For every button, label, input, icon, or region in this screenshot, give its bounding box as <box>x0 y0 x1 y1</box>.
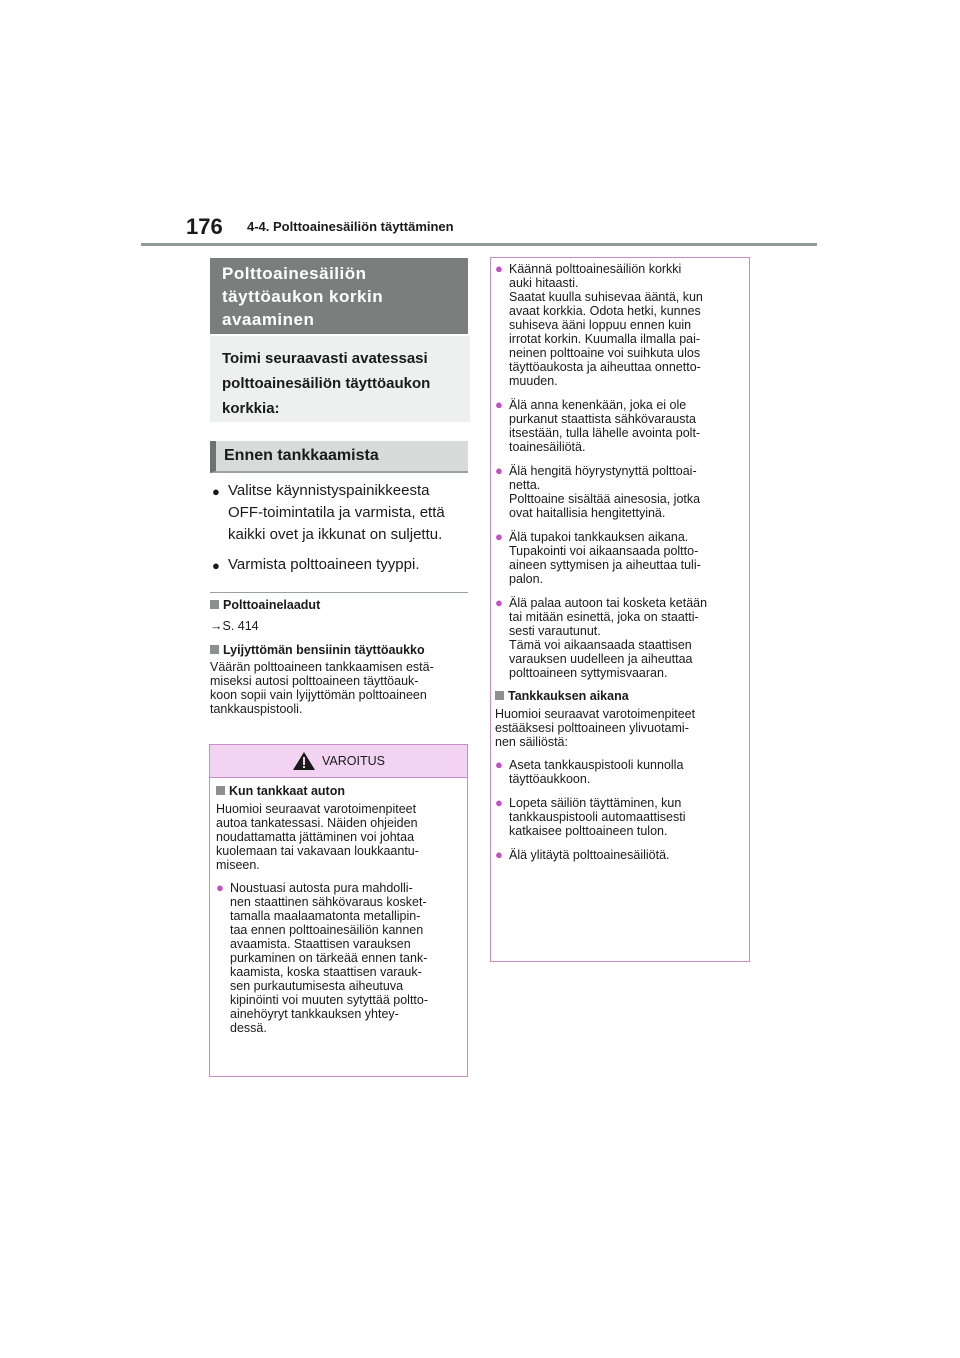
text-line: tankkauspistooli. <box>210 702 303 716</box>
list-item <box>495 758 743 786</box>
text-line: itsestään, tulla lähelle avointa polt- <box>509 426 701 440</box>
text-line: katkaisee polttoaineen tulon. <box>509 824 668 838</box>
text-line: suhiseva ääni loppuu ennen kuin <box>509 318 692 332</box>
text-line: autoa tankatessasi. Näiden ohjeiden <box>216 816 418 830</box>
text-line: nen säiliöstä: <box>495 735 568 749</box>
bullet-list <box>212 480 472 585</box>
text-line: estääksesi polttoaineen ylivuotami- <box>495 721 689 735</box>
bullet-icon: ● <box>495 463 503 478</box>
bullet-line: Valitse käynnistyspainikkeesta <box>228 482 430 499</box>
bullet-icon: ● <box>495 397 503 412</box>
fuel-grades-heading <box>210 598 472 612</box>
text-line: palon. <box>509 572 544 586</box>
square-bullet-icon <box>210 600 219 609</box>
text-line: polttoaineen syttymisvaaran. <box>509 666 668 680</box>
warning-body <box>210 778 467 1035</box>
bullet-line: OFF-toimintatila ja varmista, että <box>228 504 445 521</box>
text-line: Aseta tankkauspistooli kunnolla <box>509 758 684 772</box>
unleaded-heading-text: Lyijyttömän bensiinin täyttöaukko <box>223 643 425 657</box>
list-item <box>495 848 743 862</box>
text-line: Tupakointi voi aikaansaada poltto- <box>509 544 699 558</box>
bullet-icon: ● <box>216 880 224 895</box>
square-bullet-icon <box>495 691 504 700</box>
text-line: miseksi autosi polttoaineen täyttöauk- <box>210 674 419 688</box>
text-line: Älä hengitä höyrystynyttä polttoai- <box>509 464 697 478</box>
text-line: netta. <box>509 478 541 492</box>
text-line: ainehöyryt tankkauksen yhtey- <box>230 1007 399 1021</box>
page-number: 176 <box>186 214 223 239</box>
bullet-icon: ● <box>212 558 220 573</box>
text-line: miseen. <box>216 858 260 872</box>
warning-intro <box>216 802 461 872</box>
text-line: Älä anna kenenkään, joka ei ole <box>509 398 687 412</box>
list-item <box>495 464 743 520</box>
bullet-icon: ● <box>495 795 503 810</box>
list-item <box>212 480 472 546</box>
text-line: Älä palaa autoon tai kosketa ketään <box>509 596 708 610</box>
text-line: sesti varautunut. <box>509 624 601 638</box>
text-line: täyttöaukosta ja aiheuttaa onnetto- <box>509 360 701 374</box>
text-line: nen staattinen sähkövaraus kosket- <box>230 895 427 909</box>
subheading-before-refuel: Ennen tankkaamista <box>210 441 468 473</box>
warning-triangle-icon <box>292 751 316 771</box>
header-rule <box>141 243 817 246</box>
text-line: aineen syttymisen ja aiheuttaa tuli- <box>509 558 701 572</box>
text-line: Väärän polttoaineen tankkaamisen estä- <box>210 660 434 674</box>
text-line: neinen polttoaine voi suihkuta ulos <box>509 346 701 360</box>
warning-title: VAROITUS <box>322 754 385 768</box>
divider <box>210 592 468 593</box>
text-line: koon sopii vain lyijyttömän polttoaineen <box>210 688 427 702</box>
text-line: täyttöaukkoon. <box>509 772 591 786</box>
refuel-heading-text: Tankkauksen aikana <box>508 689 629 703</box>
list-item <box>216 881 461 1035</box>
warning-continued-body <box>491 258 749 862</box>
watermark: carmanualsonline.info <box>787 1328 904 1342</box>
square-bullet-icon <box>210 645 219 654</box>
text-line: Lopeta säiliön täyttäminen, kun <box>509 796 682 810</box>
text-line: ovat haitallisia hengitettyinä. <box>509 506 666 520</box>
refuel-heading <box>495 689 743 703</box>
text-line: tai mitään esinettä, joka on staatti- <box>509 610 699 624</box>
bullet-icon: ● <box>212 484 220 499</box>
text-line: tankkauspistooli automaattisesti <box>509 810 686 824</box>
page-reference-link[interactable]: →S. 414 <box>210 619 259 633</box>
text-line: muuden. <box>509 374 558 388</box>
unleaded-text <box>210 660 472 716</box>
text-line: auki hitaasti. <box>509 276 579 290</box>
text-line: varauksen uudelleen ja aiheuttaa <box>509 652 693 666</box>
text-line: tamalla maalaamatonta metallipin- <box>230 909 421 923</box>
bullet-icon: ● <box>495 847 503 862</box>
section-title: 4-4. Polttoainesäiliön täyttäminen <box>247 219 454 234</box>
intro-line: polttoainesäiliön täyttöaukon <box>222 375 431 392</box>
fuel-grades-heading-text: Polttoainelaadut <box>223 598 321 612</box>
text-line: Älä ylitäytä polttoainesäiliötä. <box>509 848 670 862</box>
text-line: Polttoaine sisältää ainesosia, jotka <box>509 492 701 506</box>
text-line: dessä. <box>230 1021 267 1035</box>
list-item <box>495 796 743 838</box>
topic-title-line: Polttoainesäiliön <box>222 264 367 283</box>
text-line: Noustuasi autosta pura mahdolli- <box>230 881 413 895</box>
list-item <box>495 596 743 680</box>
text-line: Huomioi seuraavat varotoimenpiteet <box>216 802 417 816</box>
text-line: purkaminen on tärkeää ennen tank- <box>230 951 428 965</box>
topic-title-line: avaaminen <box>222 310 315 329</box>
list-item <box>495 530 743 586</box>
bullet-icon: ● <box>495 757 503 772</box>
text-line: taa ennen polttoainesäiliön kannen <box>230 923 424 937</box>
intro-line: korkkia: <box>222 400 280 417</box>
topic-title-box <box>210 258 468 334</box>
bullet-icon: ● <box>495 529 503 544</box>
fuel-grades-section <box>210 598 472 716</box>
topic-title-line: täyttöaukon korkin <box>222 287 384 306</box>
warning-box <box>209 744 468 1077</box>
list-item <box>495 398 743 454</box>
text-line: avaat korkkia. Odota hetki, kunnes <box>509 304 701 318</box>
bullet-icon: ● <box>495 595 503 610</box>
warning-heading-text: Kun tankkaat auton <box>229 784 345 798</box>
text-line: avaamista. Staattisen varauksen <box>230 937 411 951</box>
text-line: Huomioi seuraavat varotoimenpiteet <box>495 707 696 721</box>
warning-box-continued <box>490 257 750 962</box>
text-line: sen purkautumisesta aiheutuva <box>230 979 404 993</box>
text-line: Käännä polttoainesäiliön korkki <box>509 262 682 276</box>
warning-heading <box>216 784 461 798</box>
warning-header <box>210 745 467 778</box>
text-line: Tämä voi aikaansaada staattisen <box>509 638 692 652</box>
text-line: kipinöinti voi muuten sytyttää poltto- <box>230 993 429 1007</box>
text-line: Älä tupakoi tankkauksen aikana. <box>509 530 689 544</box>
text-line: Saatat kuulla suhisevaa ääntä, kun <box>509 290 703 304</box>
bullet-icon: ● <box>495 261 503 276</box>
text-line: kaamista, koska staattisen varauk- <box>230 965 422 979</box>
bullet-line: kaikki ovet ja ikkunat on suljettu. <box>228 526 443 543</box>
text-line: toainesäiliötä. <box>509 440 586 454</box>
list-item <box>495 262 743 388</box>
unleaded-heading <box>210 643 472 657</box>
list-item <box>212 554 472 577</box>
text-line: purkanut staattista sähkövarausta <box>509 412 696 426</box>
text-line: noudattamatta jättäminen voi johtaa <box>216 830 415 844</box>
text-line: kuolemaan tai vakavaan loukkaantu- <box>216 844 419 858</box>
refuel-intro <box>495 707 743 749</box>
text-line: irrotat korkin. Kuumalla ilmalla pai- <box>509 332 701 346</box>
intro-box <box>210 336 470 422</box>
square-bullet-icon <box>216 786 225 795</box>
intro-line: Toimi seuraavasti avatessasi <box>222 350 428 367</box>
bullet-line: Varmista polttoaineen tyyppi. <box>228 556 420 573</box>
